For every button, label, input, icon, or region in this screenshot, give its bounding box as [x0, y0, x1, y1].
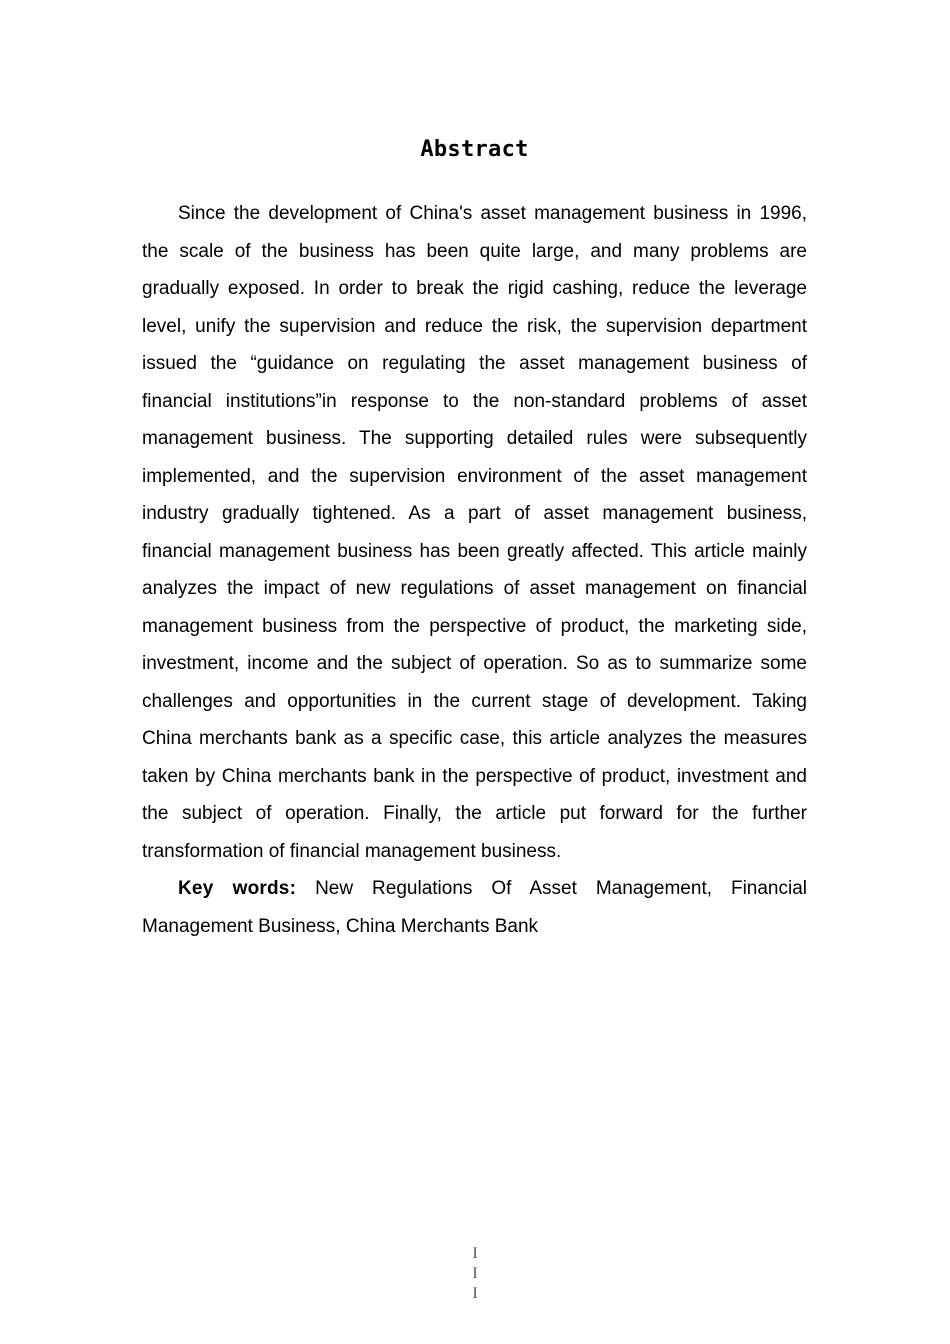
keywords-value: New Regulations Of Asset Management, Financial Management Business, China Merchants Bank	[142, 878, 807, 937]
page-mark-2: I	[472, 1265, 478, 1282]
page-mark-1: I	[472, 1245, 478, 1262]
footer-page-number	[0, 1244, 950, 1304]
keywords-spacer	[296, 878, 315, 899]
page-mark-3: I	[472, 1285, 478, 1302]
abstract-paragraph: Since the development of China's asset management business in 1996, the scale of the business has been quite large, and many problems are gradually exposed. In order to break the rigid cashing, reduce the leverage level, unify the supervision and reduce the risk, the supervision department issued the “guidance on regulating the asset management business of financial institutions”in response to the non-standard problems of asset management business. The supporting detailed rules were subsequently implemented, and the supervision environment of the asset management industry gradually tightened. As a part of asset management business, financial management business has been greatly affected. This article mainly analyzes the impact of new regulations of asset management on financial management business from the perspective of product, the marketing side, investment, income and the subject of operation. So as to summarize some challenges and opportunities in the current stage of development. Taking China merchants bank as a specific case, this article analyzes the measures taken by China merchants bank in the perspective of product, investment and the subject of operation. Finally, the article put forward for the further transformation of financial management business.	[142, 203, 807, 862]
page-title: Abstract	[420, 137, 529, 162]
keywords-paragraph	[142, 870, 807, 945]
abstract-body	[142, 195, 807, 945]
keywords-label: Key words:	[178, 878, 297, 899]
